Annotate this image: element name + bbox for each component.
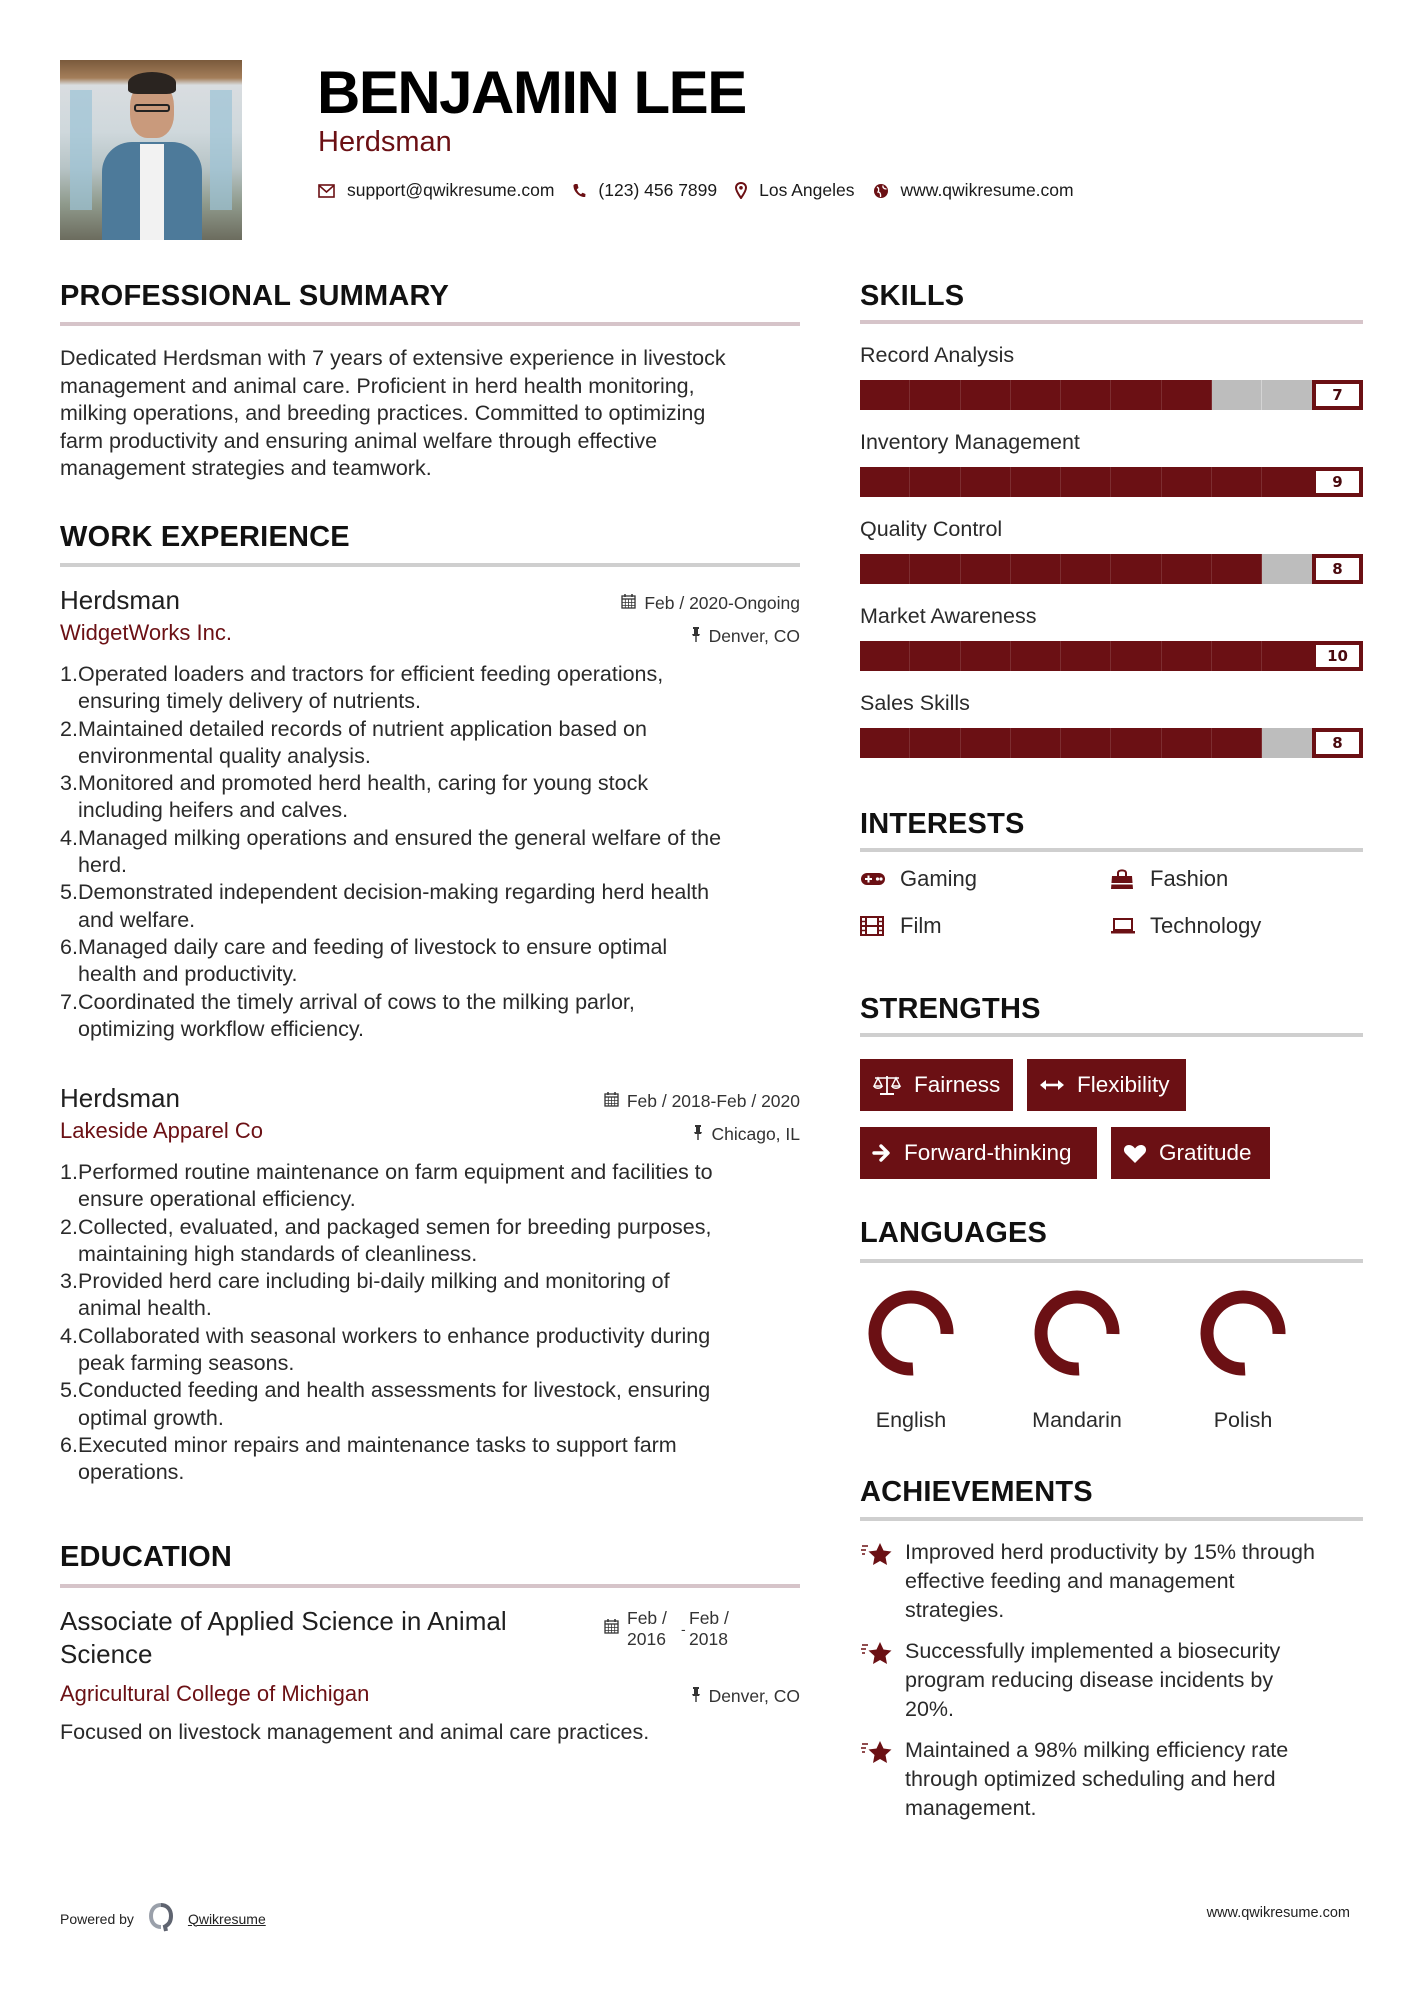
skill-bar-segment bbox=[1212, 554, 1262, 584]
job-bullets bbox=[60, 1159, 800, 1487]
skill-bar-segment bbox=[860, 380, 910, 410]
strength-badge-flexibility: Flexibility bbox=[1027, 1059, 1186, 1111]
job-dates: Feb / 2020-Ongoing bbox=[621, 593, 800, 614]
skill-item: Record Analysis 7 bbox=[860, 343, 1363, 410]
skill-bar-segment bbox=[860, 728, 910, 758]
skill-bar-segment bbox=[910, 554, 960, 584]
education-start: Feb / 2016 bbox=[627, 1608, 667, 1649]
skill-bar bbox=[860, 728, 1363, 758]
skill-item: Quality Control 8 bbox=[860, 517, 1363, 584]
contact-website[interactable]: www.qwikresume.com bbox=[900, 180, 1074, 200]
list-item: 7. Coordinated the timely arrival of cows to the milking parlor, optimizing workflow efficiency. bbox=[60, 989, 635, 1041]
skill-item: Sales Skills 8 bbox=[860, 691, 1363, 758]
skill-bar-segment bbox=[1111, 467, 1161, 497]
summary-text: Dedicated Herdsman with 7 years of extensive experience in livestock management and animal care. Proficient in herd health monitoring, milking operations, and breeding practices. Committed to optimizing farm productivity and ensuring animal welfare through effective management strategies and teamwork. bbox=[60, 346, 726, 480]
education-divider bbox=[60, 1584, 800, 1588]
language-item: Mandarin bbox=[1022, 1286, 1132, 1433]
skill-bar-segment bbox=[1212, 728, 1262, 758]
list-item: 1. Operated loaders and tractors for efficient feeding operations, ensuring timely delivery of nutrients. bbox=[60, 662, 664, 714]
summary-heading: PROFESSIONAL SUMMARY bbox=[60, 280, 450, 312]
skill-item: Inventory Management 9 bbox=[860, 430, 1363, 497]
footer-website-link[interactable]: www.qwikresume.com bbox=[1206, 1905, 1350, 1921]
skill-bar-segment bbox=[1061, 467, 1111, 497]
list-item: 6. Managed daily care and feeding of livestock to ensure optimal health and productivity. bbox=[60, 934, 668, 987]
pushpin-icon bbox=[693, 1124, 703, 1145]
star-icon bbox=[860, 1736, 905, 1823]
job-location: Denver, CO bbox=[691, 626, 800, 647]
profile-photo bbox=[60, 60, 242, 240]
job-location: Chicago, IL bbox=[693, 1124, 800, 1145]
language-level-ring bbox=[1029, 1286, 1125, 1382]
job-title: Herdsman bbox=[60, 1083, 180, 1113]
balance-scale-icon bbox=[872, 1074, 902, 1096]
skill-bar-segment bbox=[1011, 728, 1061, 758]
achievements-divider bbox=[860, 1517, 1363, 1521]
strengths-divider bbox=[860, 1033, 1363, 1037]
skill-bar-segment bbox=[1011, 554, 1061, 584]
skill-item: Market Awareness 10 bbox=[860, 604, 1363, 671]
achievement-item: Maintained a 98% milking efficiency rate through optimized scheduling and herd management. bbox=[860, 1736, 1363, 1823]
list-item: 5. Conducted feeding and health assessments for livestock, ensuring optimal growth. bbox=[60, 1378, 711, 1430]
skill-bar bbox=[860, 380, 1363, 410]
skill-value-badge: 7 bbox=[1312, 380, 1363, 410]
job-company: WidgetWorks Inc. bbox=[60, 620, 232, 645]
calendar-icon bbox=[604, 1618, 619, 1650]
film-icon bbox=[860, 916, 888, 936]
languages-heading: LANGUAGES bbox=[860, 1217, 1048, 1249]
skill-bar-segment bbox=[1212, 467, 1262, 497]
language-item: Polish bbox=[1188, 1286, 1298, 1433]
education-dates bbox=[604, 1608, 729, 1650]
skill-bar-segment bbox=[1061, 554, 1111, 584]
list-item: 2. Maintained detailed records of nutrient application based on environmental quality analysis. bbox=[60, 716, 647, 768]
skill-bar-segment bbox=[961, 641, 1011, 671]
school-name: Agricultural College of Michigan bbox=[60, 1681, 370, 1706]
skill-bar bbox=[860, 554, 1363, 584]
interests-divider bbox=[860, 848, 1363, 852]
skill-value-badge: 8 bbox=[1312, 554, 1363, 584]
skill-bar-segment bbox=[1262, 467, 1312, 497]
candidate-title: Herdsman bbox=[318, 126, 452, 158]
education-heading: EDUCATION bbox=[60, 1541, 233, 1573]
envelope-icon bbox=[318, 184, 335, 198]
skill-value-badge: 8 bbox=[1312, 728, 1363, 758]
skill-bar-segment bbox=[1162, 728, 1212, 758]
gamepad-icon bbox=[860, 871, 888, 887]
skill-bar-segment bbox=[910, 467, 960, 497]
skill-bar-segment bbox=[961, 467, 1011, 497]
skill-bar-segment bbox=[910, 641, 960, 671]
skill-bar-segment bbox=[1162, 641, 1212, 671]
list-item: 6. Executed minor repairs and maintenance tasks to support farm operations. bbox=[60, 1432, 677, 1485]
skill-bar-segment bbox=[1262, 641, 1312, 671]
job-title: Herdsman bbox=[60, 585, 180, 615]
strength-badge-fairness: Fairness bbox=[860, 1059, 1013, 1111]
contact-email[interactable]: support@qwikresume.com bbox=[347, 180, 555, 200]
star-icon bbox=[860, 1538, 905, 1625]
footer-branding bbox=[60, 1902, 266, 1935]
skill-bar-segment bbox=[1162, 554, 1212, 584]
skill-bar-segment bbox=[1061, 380, 1111, 410]
job-dates: Feb / 2018-Feb / 2020 bbox=[604, 1091, 800, 1112]
powered-by-label: Powered by bbox=[60, 1910, 134, 1927]
date-separator: - bbox=[681, 1621, 686, 1637]
skill-bar bbox=[860, 641, 1363, 671]
education-description: Focused on livestock management and animal care practices. bbox=[60, 1720, 650, 1744]
language-item: English bbox=[856, 1286, 966, 1433]
summary-divider bbox=[60, 322, 800, 326]
interest-item: Film bbox=[860, 913, 942, 939]
skill-bar-segment bbox=[961, 728, 1011, 758]
map-pin-icon bbox=[735, 182, 747, 199]
interest-item: Fashion bbox=[1110, 866, 1228, 892]
work-heading: WORK EXPERIENCE bbox=[60, 521, 350, 553]
skill-bar-segment bbox=[1162, 380, 1212, 410]
skill-bar-segment bbox=[961, 554, 1011, 584]
list-item: 3. Monitored and promoted herd health, caring for young stock including heifers and calves. bbox=[60, 771, 649, 823]
skill-bar-segment bbox=[1011, 380, 1061, 410]
strengths-heading: STRENGTHS bbox=[860, 993, 1041, 1025]
language-level-ring bbox=[1195, 1286, 1291, 1382]
skill-bar-segment bbox=[1111, 728, 1161, 758]
skill-bar-segment bbox=[1162, 467, 1212, 497]
arrows-horizontal-icon bbox=[1039, 1078, 1065, 1092]
interest-item: Gaming bbox=[860, 866, 977, 892]
skill-bar-segment bbox=[1212, 380, 1262, 410]
work-divider bbox=[60, 563, 800, 567]
skill-bar-segment bbox=[961, 380, 1011, 410]
pushpin-icon bbox=[691, 1686, 701, 1707]
skill-bar-segment bbox=[1262, 554, 1312, 584]
list-item: 4. Collaborated with seasonal workers to enhance productivity during peak farming seasons. bbox=[60, 1323, 711, 1376]
skill-bar-segment bbox=[1011, 641, 1061, 671]
interests-heading: INTERESTS bbox=[860, 808, 1025, 840]
list-item: 5. Demonstrated independent decision-making regarding herd health and welfare. bbox=[60, 880, 710, 932]
skill-bar-segment bbox=[1011, 467, 1061, 497]
heart-icon bbox=[1123, 1143, 1147, 1164]
contact-row bbox=[318, 180, 1092, 201]
achievement-item: Successfully implemented a biosecurity program reducing disease incidents by 20%. bbox=[860, 1637, 1363, 1724]
calendar-icon bbox=[621, 593, 636, 614]
language-level-ring bbox=[863, 1286, 959, 1382]
list-item: 2. Collected, evaluated, and packaged semen for breeding purposes, maintaining high standards of cleanliness. bbox=[60, 1214, 712, 1266]
list-item: 4. Managed milking operations and ensured the general welfare of the herd. bbox=[60, 825, 722, 878]
qwikresume-logo-icon bbox=[148, 1902, 174, 1935]
achievements-heading: ACHIEVEMENTS bbox=[860, 1476, 1093, 1508]
skill-bar-segment bbox=[860, 467, 910, 497]
skill-bar-segment bbox=[910, 728, 960, 758]
shopping-bag-icon bbox=[1110, 868, 1138, 890]
phone-icon bbox=[572, 183, 586, 199]
skills-heading: SKILLS bbox=[860, 280, 965, 312]
skill-bar-segment bbox=[910, 380, 960, 410]
skill-bar-segment bbox=[1111, 554, 1161, 584]
strength-badge-forward-thinking: Forward-thinking bbox=[860, 1127, 1097, 1179]
achievement-item: Improved herd productivity by 15% through effective feeding and management strategies. bbox=[860, 1538, 1363, 1625]
job-entry bbox=[60, 1083, 800, 1487]
skill-bar-segment bbox=[1262, 728, 1312, 758]
skill-value-badge: 9 bbox=[1312, 467, 1363, 497]
star-icon bbox=[860, 1637, 905, 1724]
skill-bar-segment bbox=[1212, 641, 1262, 671]
candidate-name: BENJAMIN LEE bbox=[317, 59, 746, 126]
skill-bar-segment bbox=[1111, 380, 1161, 410]
skill-bar bbox=[860, 467, 1363, 497]
contact-location: Los Angeles bbox=[759, 180, 855, 200]
skills-divider bbox=[860, 320, 1363, 324]
laptop-icon bbox=[1110, 917, 1138, 935]
list-item: 3. Provided herd care including bi-daily milking and monitoring of animal health. bbox=[60, 1269, 670, 1321]
contact-phone[interactable]: (123) 456 7899 bbox=[598, 180, 718, 200]
education-end: Feb / 2018 bbox=[689, 1608, 729, 1649]
education-location: Denver, CO bbox=[691, 1686, 800, 1707]
skill-bar-segment bbox=[1061, 641, 1111, 671]
job-entry bbox=[60, 585, 800, 1043]
globe-icon bbox=[873, 183, 889, 199]
degree-title: Associate of Applied Science in Animal Science bbox=[60, 1606, 507, 1669]
job-bullets bbox=[60, 661, 800, 1043]
skill-bar-segment bbox=[860, 641, 910, 671]
strength-badge-gratitude: Gratitude bbox=[1111, 1127, 1270, 1179]
arrow-right-icon bbox=[872, 1143, 892, 1163]
job-company: Lakeside Apparel Co bbox=[60, 1118, 264, 1143]
skill-bar-segment bbox=[1111, 641, 1161, 671]
calendar-icon bbox=[604, 1091, 619, 1112]
skill-bar-segment bbox=[1262, 380, 1312, 410]
skill-value-badge: 10 bbox=[1312, 641, 1363, 671]
interest-item: Technology bbox=[1110, 913, 1261, 939]
list-item: 1. Performed routine maintenance on farm equipment and facilities to ensure operational efficiency. bbox=[60, 1160, 713, 1212]
pushpin-icon bbox=[691, 626, 701, 647]
skill-bar-segment bbox=[1061, 728, 1111, 758]
languages-divider bbox=[860, 1259, 1363, 1263]
qwikresume-link[interactable]: Qwikresume bbox=[187, 1910, 266, 1927]
skill-bar-segment bbox=[860, 554, 910, 584]
